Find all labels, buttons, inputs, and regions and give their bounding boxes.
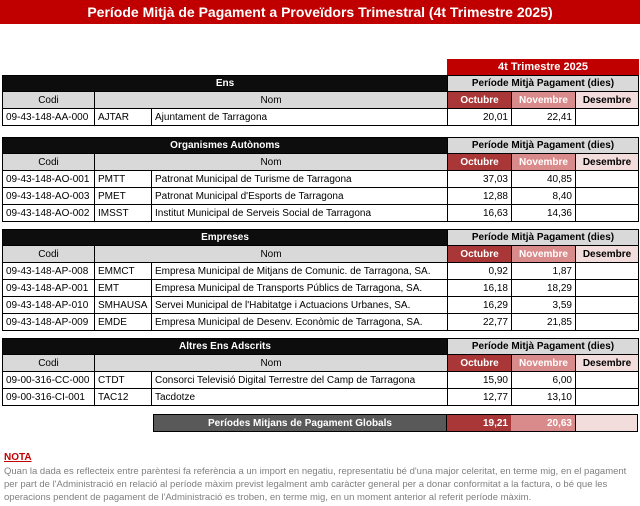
cell-nom: Servei Municipal de l'Habitatge i Actuacions Urbanes, SA. xyxy=(152,297,448,314)
cell-codi: 09-00-316-CI-001 xyxy=(2,389,95,406)
cell-abr: PMET xyxy=(95,188,152,205)
cell-abr: EMT xyxy=(95,280,152,297)
cell-nom: Patronat Municipal de Turisme de Tarragona xyxy=(152,171,448,188)
cell-codi: 09-43-148-AA-000 xyxy=(2,109,95,126)
cell-nom: Tacdotze xyxy=(152,389,448,406)
cell-nom: Consorci Televisió Digital Terrestre del Camp de Tarragona xyxy=(152,372,448,389)
table-row xyxy=(2,205,639,222)
table-row xyxy=(2,109,639,126)
section-title: Organismes Autònoms xyxy=(2,137,448,154)
cell-desembre xyxy=(576,109,639,126)
cell-desembre xyxy=(576,297,639,314)
section-table xyxy=(2,338,639,406)
cell-abr: EMMCT xyxy=(95,263,152,280)
col-nom-header: Nom xyxy=(95,355,448,372)
table-row xyxy=(2,171,639,188)
table-row xyxy=(2,263,639,280)
table-row xyxy=(2,389,639,406)
table-row xyxy=(2,280,639,297)
globals-row xyxy=(153,414,638,432)
col-novembre-header: Novembre xyxy=(512,154,576,171)
globals-desembre xyxy=(575,414,638,432)
col-codi-header: Codi xyxy=(2,246,95,263)
col-codi-header: Codi xyxy=(2,154,95,171)
col-desembre-header: Desembre xyxy=(576,92,639,109)
cell-codi: 09-43-148-AP-008 xyxy=(2,263,95,280)
col-novembre-header: Novembre xyxy=(512,92,576,109)
cell-octubre: 12,88 xyxy=(448,188,512,205)
cell-novembre: 13,10 xyxy=(512,389,576,406)
col-codi-header: Codi xyxy=(2,355,95,372)
col-desembre-header: Desembre xyxy=(576,154,639,171)
table-row xyxy=(2,188,639,205)
section-title: Ens xyxy=(2,75,448,92)
cell-desembre xyxy=(576,314,639,331)
section-table xyxy=(2,229,639,331)
cell-novembre: 8,40 xyxy=(512,188,576,205)
section-table xyxy=(2,75,639,126)
page-title: Període Mitjà de Pagament a Proveïdors Trimestral (4t Trimestre 2025) xyxy=(0,0,640,24)
cell-octubre: 20,01 xyxy=(448,109,512,126)
cell-codi: 09-43-148-AO-001 xyxy=(2,171,95,188)
cell-codi: 09-43-148-AO-002 xyxy=(2,205,95,222)
table-row xyxy=(2,372,639,389)
cell-abr: IMSST xyxy=(95,205,152,222)
col-octubre-header: Octubre xyxy=(448,246,512,263)
cell-octubre: 16,63 xyxy=(448,205,512,222)
cell-novembre: 14,36 xyxy=(512,205,576,222)
globals-label: Períodes Mitjans de Pagament Globals xyxy=(153,414,447,432)
cell-abr: PMTT xyxy=(95,171,152,188)
globals-octubre: 19,21 xyxy=(447,414,511,432)
cell-codi: 09-00-316-CC-000 xyxy=(2,372,95,389)
pmp-header: Període Mitjà Pagament (dies) xyxy=(448,338,639,355)
cell-octubre: 15,90 xyxy=(448,372,512,389)
cell-novembre: 1,87 xyxy=(512,263,576,280)
cell-nom: Institut Municipal de Serveis Social de Tarragona xyxy=(152,205,448,222)
cell-desembre xyxy=(576,205,639,222)
cell-octubre: 12,77 xyxy=(448,389,512,406)
cell-desembre xyxy=(576,188,639,205)
section-title: Altres Ens Adscrits xyxy=(2,338,448,355)
cell-codi: 09-43-148-AP-010 xyxy=(2,297,95,314)
cell-desembre xyxy=(576,263,639,280)
col-codi-header: Codi xyxy=(2,92,95,109)
cell-abr: CTDT xyxy=(95,372,152,389)
cell-codi: 09-43-148-AO-003 xyxy=(2,188,95,205)
col-novembre-header: Novembre xyxy=(512,355,576,372)
cell-novembre: 40,85 xyxy=(512,171,576,188)
quarter-label: 4t Trimestre 2025 xyxy=(447,59,639,75)
cell-codi: 09-43-148-AP-001 xyxy=(2,280,95,297)
nota-text: Quan la dada es reflecteix entre parèntesi fa referència a un import en negatiu, representatiu bé d'una major celeritat, en terme mig, en el pagament per part de l'Administració en relació al període màxim previst legalment amb caràcter general per a donar conformitat a la factura, o bé que les operacions pendent de pagament de l'Administració es troben, en terme mig, en un moment anterior al referit període màxim. xyxy=(4,466,627,503)
cell-nom: Empresa Municipal de Desenv. Econòmic de Tarragona, SA. xyxy=(152,314,448,331)
cell-codi: 09-43-148-AP-009 xyxy=(2,314,95,331)
cell-desembre xyxy=(576,389,639,406)
cell-nom: Patronat Municipal d'Esports de Tarragona xyxy=(152,188,448,205)
col-novembre-header: Novembre xyxy=(512,246,576,263)
cell-novembre: 3,59 xyxy=(512,297,576,314)
cell-abr: EMDE xyxy=(95,314,152,331)
cell-octubre: 16,18 xyxy=(448,280,512,297)
pmp-header: Període Mitjà Pagament (dies) xyxy=(448,137,639,154)
pmp-header: Període Mitjà Pagament (dies) xyxy=(448,229,639,246)
col-octubre-header: Octubre xyxy=(448,355,512,372)
cell-nom: Empresa Municipal de Transports Públics de Tarragona, SA. xyxy=(152,280,448,297)
pmp-header: Període Mitjà Pagament (dies) xyxy=(448,75,639,92)
cell-abr: SMHAUSA xyxy=(95,297,152,314)
globals-novembre: 20,63 xyxy=(511,414,575,432)
cell-nom: Ajuntament de Tarragona xyxy=(152,109,448,126)
cell-desembre xyxy=(576,280,639,297)
cell-novembre: 18,29 xyxy=(512,280,576,297)
col-octubre-header: Octubre xyxy=(448,154,512,171)
cell-octubre: 16,29 xyxy=(448,297,512,314)
section-title: Empreses xyxy=(2,229,448,246)
cell-octubre: 0,92 xyxy=(448,263,512,280)
col-nom-header: Nom xyxy=(95,92,448,109)
cell-novembre: 22,41 xyxy=(512,109,576,126)
col-desembre-header: Desembre xyxy=(576,246,639,263)
cell-novembre: 6,00 xyxy=(512,372,576,389)
col-desembre-header: Desembre xyxy=(576,355,639,372)
table-row xyxy=(2,297,639,314)
cell-novembre: 21,85 xyxy=(512,314,576,331)
col-octubre-header: Octubre xyxy=(448,92,512,109)
cell-desembre xyxy=(576,171,639,188)
cell-desembre xyxy=(576,372,639,389)
col-nom-header: Nom xyxy=(95,246,448,263)
table-row xyxy=(2,314,639,331)
cell-octubre: 22,77 xyxy=(448,314,512,331)
section-table xyxy=(2,137,639,222)
nota-title: NOTA xyxy=(4,452,32,463)
cell-abr: TAC12 xyxy=(95,389,152,406)
col-nom-header: Nom xyxy=(95,154,448,171)
cell-nom: Empresa Municipal de Mitjans de Comunic. de Tarragona, SA. xyxy=(152,263,448,280)
cell-abr: AJTAR xyxy=(95,109,152,126)
cell-octubre: 37,03 xyxy=(448,171,512,188)
